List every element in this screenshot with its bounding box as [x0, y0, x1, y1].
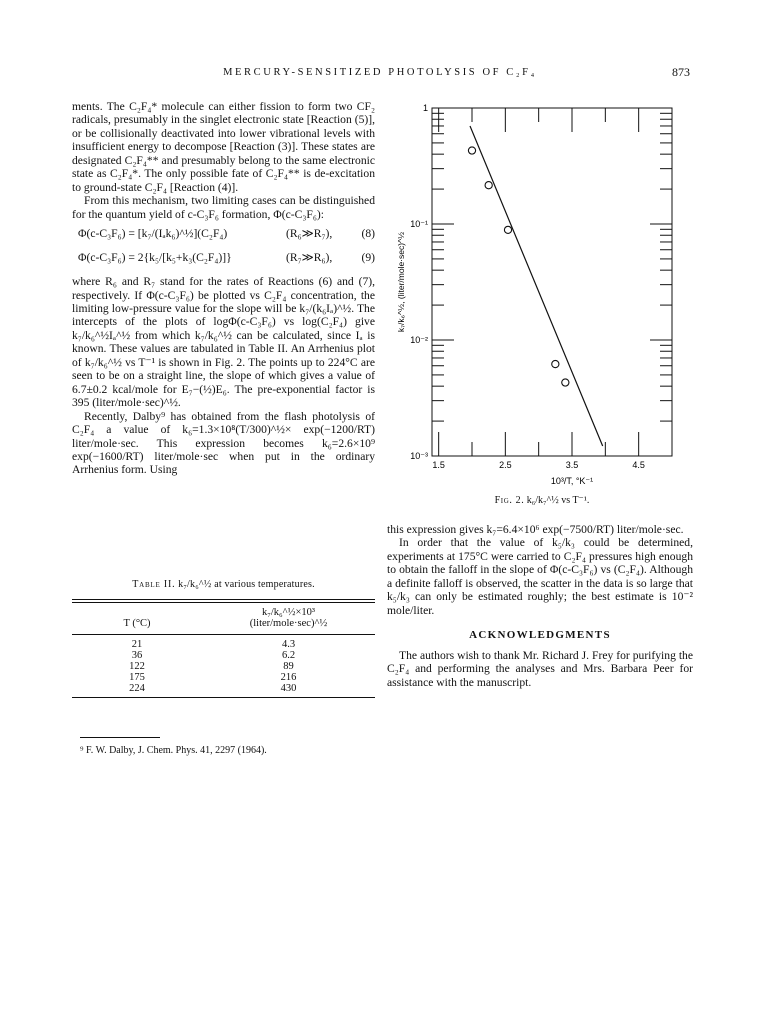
paragraph-7: The authors wish to thank Mr. Richard J. Frey for purifying the C₂F₄ and performing the analyses and Mrs. Barbara Peer for assistance with the manuscript. — [387, 648, 693, 689]
table-cell: 175 — [129, 672, 145, 683]
table-2 — [72, 579, 375, 698]
figure-caption-text: k₆/k₇^½ vs T⁻¹. — [526, 495, 590, 506]
table-cell: 89 — [283, 661, 294, 672]
equation-9 — [72, 247, 375, 269]
table-cell: 122 — [129, 661, 145, 672]
equation-8-condition: (R₆≫R₇), — [286, 227, 333, 241]
x-tick-label: 4.5 — [632, 460, 645, 470]
data-point — [485, 182, 492, 189]
table-cell: 21 — [131, 639, 143, 650]
table-cell: 224 — [129, 683, 145, 694]
equation-9-number: (9) — [361, 251, 375, 265]
equation-8 — [72, 223, 375, 245]
x-tick-label: 2.5 — [499, 460, 512, 470]
table-header-temperature: T (°C) — [123, 618, 151, 629]
table-top-rule — [72, 599, 375, 600]
table-cell: 430 — [280, 683, 297, 694]
table-header-rate — [202, 603, 375, 635]
data-point — [562, 379, 569, 386]
table-cell: 6.2 — [281, 650, 296, 661]
y-axis-label: k₇/k₆^½, (liter/mole·sec)^½ — [396, 231, 406, 333]
fit-line — [470, 126, 603, 446]
running-title: MERCURY-SENSITIZED PHOTOLYSIS OF C₂F₄ — [223, 67, 537, 78]
right-column — [387, 523, 693, 689]
table-cell: 216 — [280, 672, 297, 683]
acknowledgments-heading: ACKNOWLEDGMENTS — [469, 629, 611, 642]
plot-labels — [396, 103, 645, 486]
paragraph-6: In order that the value of k₅/k₃ could be determined, experiments at 175°C were carried to C₂F₄ pressures high enough to obtain the falloff in the slope of Φ(c-C₃F₆) vs (C₂F₄). Although a definite falloff is observed, the scatter in the data is so large that k₅/k₃ can only be estimated roughly; the best estimate is 10⁻² mole/liter. — [387, 536, 693, 617]
paragraph-1: ments. The C₂F₄* molecule can either fission to form two CF₂ radicals, presumably in the singlet electronic state [Reaction (5)], or be collisionally deactivated into lower vibrational levels with insufficient energy to decompose [Reaction (3)]. These states are designated C₂F₄** and presumably belong to the same electronic state as C₂F₄*. The only possible fate of C₂F₄** is de-excitation to ground-state C₂F₄ [Reaction (4)]. — [72, 100, 375, 194]
equation-8-number: (8) — [361, 227, 375, 241]
table-grid — [72, 603, 375, 697]
y-tick-label: 10⁻¹ — [410, 219, 428, 229]
left-column — [72, 100, 375, 477]
table-header-rate-line1: k₇/k₆^½×10³ — [261, 607, 316, 618]
table-cell: 4.3 — [281, 639, 296, 650]
x-axis-label: 10³/T, °K⁻¹ — [550, 476, 594, 486]
table-header-rate-line2: (liter/mole·sec)^½ — [249, 618, 328, 629]
plot-border — [432, 108, 672, 456]
y-tick-label: 10⁻² — [410, 335, 428, 345]
equation-8-formula: Φ(c-C₃F₆) = [k₇/(Iₐk₆)^½](C₂F₄) — [78, 227, 228, 241]
table-row — [72, 683, 375, 697]
equation-9-formula: Φ(c-C₃F₆) = 2{k₅/[k₅+k₃(C₂F₄)]} — [78, 251, 232, 265]
table-bottom-rule — [72, 697, 375, 698]
page-number: 873 — [672, 65, 690, 79]
figure-caption — [392, 495, 692, 506]
table-row — [72, 650, 375, 661]
table-caption-text: k₇/k₆^½ at various temperatures. — [178, 579, 315, 590]
paragraph-4: Recently, Dalby⁹ has obtained from the flash photolysis of C₂F₄ a value of k₆=1.3×10⁸(T/300)^½× exp(−1200/RT) liter/mole·sec. This expression becomes k₆=2.6×10⁹ exp(−1600/RT) liter/mole·sec when put in the ordinary Arrhenius form. Using — [72, 409, 375, 477]
x-tick-label: 3.5 — [565, 460, 579, 470]
paragraph-5: this expression gives k₇=6.4×10⁶ exp(−7500/RT) liter/mole·sec. — [387, 523, 684, 536]
table-header-row — [72, 603, 375, 635]
plot-fit — [470, 126, 603, 446]
table-row — [72, 672, 375, 683]
table-row — [72, 661, 375, 672]
footnote: ⁹ F. W. Dalby, J. Chem. Phys. 41, 2297 (1964). — [80, 745, 267, 756]
y-tick-label: 10⁻³ — [410, 451, 428, 461]
table-row — [72, 635, 375, 650]
equation-9-condition: (R₇≫R₆), — [286, 251, 333, 265]
data-point — [552, 360, 559, 367]
paragraph-2: From this mechanism, two limiting cases can be distinguished for the quantum yield of c-C₃F₆ formation, Φ(c-C₃F₆): — [72, 194, 375, 221]
data-point — [468, 147, 475, 154]
table-cell: 36 — [131, 650, 143, 661]
table-caption-label: Table II. — [132, 579, 176, 590]
figure-2-chart — [392, 100, 692, 520]
x-tick-label: 1.5 — [432, 460, 445, 470]
figure-caption-label: Fig. 2. — [494, 495, 525, 506]
paragraph-3: where R₆ and R₇ stand for the rates of Reactions (6) and (7), respectively. If Φ(c-C₃F₆) be plotted vs C₂F₄ concentration, the limiting low-pressure value for the slope will be k₇/(k₆Iₐ)^½. The intercepts of the plots of logΦ(c-C₃F₆) vs log(C₂F₄) give k₇/k₆^½Iₐ^½ from which k₇/k₆^½ can be calculated, since Iₐ is known. These values are tabulated in Table II. An Arrhenius plot of k₇/k₆^½ vs T⁻¹ is shown in Fig. 2. The points up to 224°C are seen to be on a straight line, the slope of which gives a value of 6.7±0.2 kcal/mole for E₇−(½)E₆. The pre-exponential factor is 395 (liter/mole·sec)^½. — [72, 275, 375, 410]
plot-frame — [432, 108, 672, 456]
table-caption — [72, 579, 375, 590]
plot-ticks — [432, 108, 672, 456]
data-point — [504, 226, 511, 233]
y-tick-label: 1 — [422, 103, 428, 113]
plot-points — [468, 147, 569, 386]
footnote-rule — [80, 737, 160, 738]
